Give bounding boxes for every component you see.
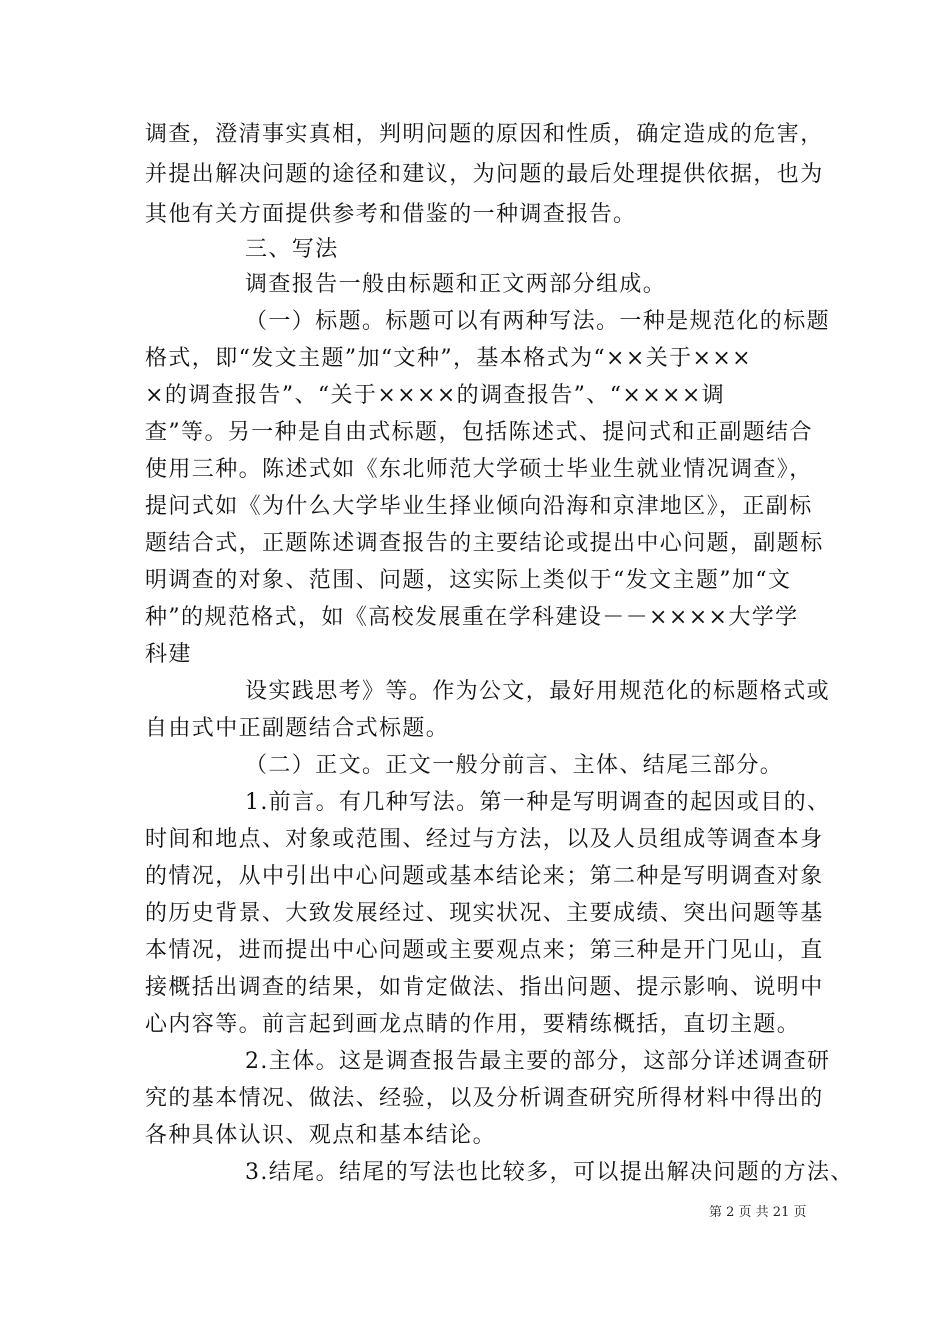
body-text-line: 其他有关方面提供参考和借鉴的一种调查报告。 xyxy=(145,202,637,227)
body-text-line: 明调查的对象、范围、问题，这实际上类似于“发文主题”加“文 xyxy=(145,568,792,593)
body-text-line: 自由式中正副题结合式标题。 xyxy=(145,716,450,741)
body-text-line: 的历史背景、大致发展经过、现实状况、主要成绩、突出问题等基 xyxy=(145,901,824,926)
body-text-line: 科建 xyxy=(145,642,192,667)
body-text-line: 提问式如《为什么大学毕业生择业倾向沿海和京津地区》，正副标 xyxy=(145,494,813,519)
body-text-line: 各种具体认识、观点和基本结论。 xyxy=(145,1123,497,1148)
body-text-line: 心内容等。前言起到画龙点睛的作用，要精练概括，直切主题。 xyxy=(145,1012,801,1037)
subsection-heading-body: （二）正文。正文一般分前言、主体、结尾三部分。 xyxy=(245,753,784,778)
body-text-line: 调查报告一般由标题和正文两部分组成。 xyxy=(245,272,667,297)
body-text-line: 时间和地点、对象或范围、经过与方法，以及人员组成等调查本身 xyxy=(145,827,824,852)
body-text-line: ×的调查报告”、“关于××××的调查报告”、“××××调 xyxy=(145,383,726,408)
body-text-line: 格式，即“发文主题”加“文种”，基本格式为“××关于××× xyxy=(145,346,753,371)
list-item-conclusion: 3.结尾。结尾的写法也比较多，可以提出解决问题的方法、 xyxy=(245,1160,854,1185)
body-text-line: 本情况，进而提出中心问题或主要观点来；第三种是开门见山，直 xyxy=(145,938,824,963)
body-text-line: 题结合式，正题陈述调查报告的主要结论或提出中心问题，副题标 xyxy=(145,531,824,556)
page-number-footer: 第 2 页 共 21 页 xyxy=(709,1205,807,1220)
body-text-line: 接概括出调查的结果，如肯定做法、指出问题、提示影响、说明中 xyxy=(145,975,824,1000)
section-heading: 三、写法 xyxy=(245,237,339,262)
body-text-line: 究的基本情况、做法、经验，以及分析调查研究所得材料中得出的 xyxy=(145,1086,824,1111)
body-text-line: 的情况，从中引出中心问题或基本结论来；第二种是写明调查对象 xyxy=(145,864,824,889)
body-text-line: 设实践思考》等。作为公文，最好用规范化的标题格式或 xyxy=(245,679,831,704)
body-text-line: 调查，澄清事实真相，判明问题的原因和性质，确定造成的危害， xyxy=(145,122,824,147)
body-text-line: 查”等。另一种是自由式标题，包括陈述式、提问式和正副题结合 xyxy=(145,420,813,445)
body-text-line: 使用三种。陈述式如《东北师范大学硕士毕业生就业情况调查》， xyxy=(145,457,813,482)
body-text-line: 并提出解决问题的途径和建议，为问题的最后处理提供依据，也为 xyxy=(145,162,824,187)
list-item-main-body: 2.主体。这是调查报告最主要的部分，这部分详述调查研 xyxy=(245,1049,831,1074)
subsection-heading-title: （一）标题。标题可以有两种写法。一种是规范化的标题 xyxy=(245,309,831,334)
list-item-preface: 1.前言。有几种写法。第一种是写明调查的起因或目的、 xyxy=(245,790,831,815)
body-text-line: 种”的规范格式，如《高校发展重在学科建设－－××××大学学 xyxy=(145,605,799,630)
